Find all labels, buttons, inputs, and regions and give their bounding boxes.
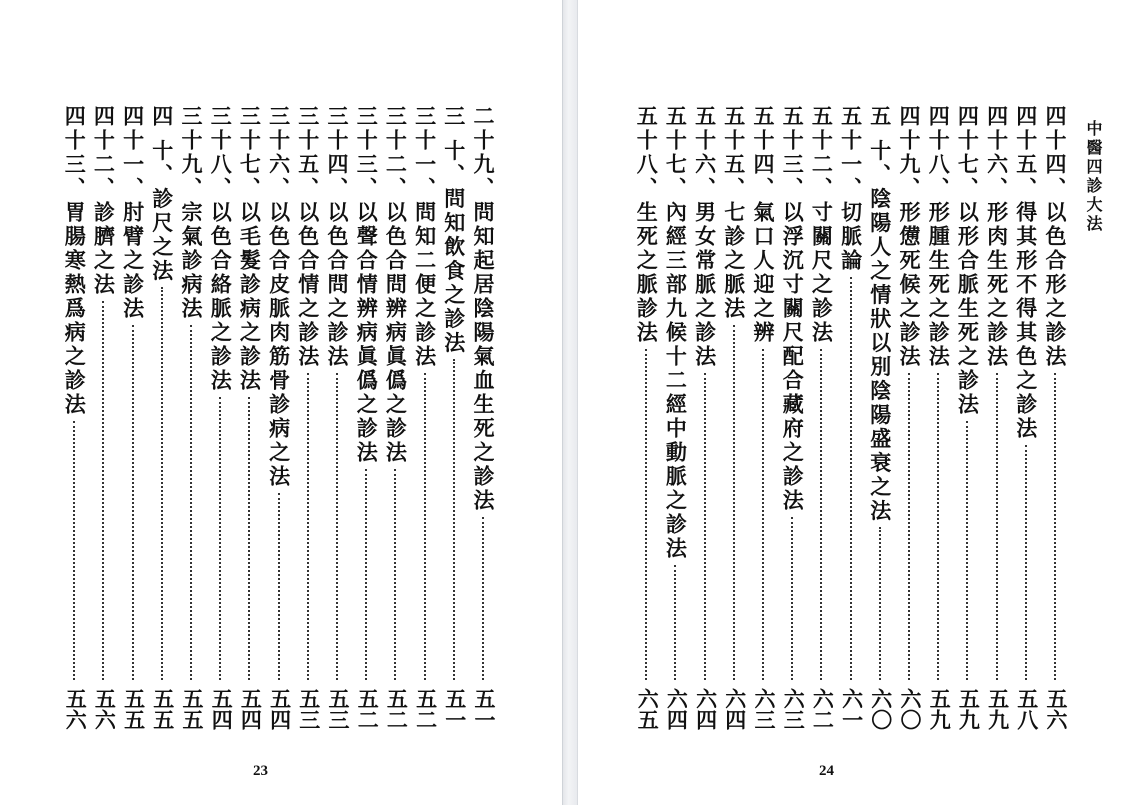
dot-leader <box>937 373 939 680</box>
toc-entry[interactable] <box>693 105 717 684</box>
toc-entry[interactable] <box>868 105 892 684</box>
toc-entry-page: 六四 <box>664 688 690 730</box>
dot-leader <box>336 373 338 680</box>
toc-entry-title: 五十三、以浮沉寸關尺配合藏府之診法 <box>780 105 806 513</box>
toc-entry-page: 五六 <box>1044 688 1069 730</box>
toc-entry-title: 四 十、診尺之法 <box>149 105 175 284</box>
toc-entry[interactable] <box>1014 105 1038 684</box>
dot-leader <box>1025 445 1027 680</box>
toc-entry[interactable] <box>663 105 687 684</box>
dot-leader <box>161 287 163 680</box>
toc-entry-title: 五十二、寸關尺之診法 <box>809 105 835 345</box>
toc-entry[interactable] <box>62 105 86 684</box>
toc-entry[interactable] <box>1043 105 1067 684</box>
toc-entry-title: 三 十、問知飲食之診法 <box>441 105 467 356</box>
dot-leader <box>674 565 676 680</box>
toc-entry[interactable] <box>121 105 145 684</box>
toc-entry-page: 五三 <box>296 688 322 730</box>
dot-leader <box>791 517 793 680</box>
toc-entry-title: 五 十、陰陽人之情狀以別陰陽盛衰之法 <box>867 105 893 524</box>
right-page <box>578 0 1140 805</box>
toc-entry-page: 五四 <box>209 688 235 730</box>
toc-entry-title: 三十六、以色合皮脈肉筋骨診病之法 <box>266 105 292 489</box>
toc-entry-title: 四十八、形腫生死之診法 <box>926 105 952 369</box>
toc-entry-title: 四十七、以形合脈生死之診法 <box>955 105 981 417</box>
toc-entry-title: 四十四、以色合形之診法 <box>1043 105 1068 369</box>
toc-entry[interactable] <box>634 105 658 684</box>
toc-entry[interactable] <box>91 105 115 684</box>
dot-leader <box>307 373 309 680</box>
toc-entry-title: 五十一、切脈論 <box>838 105 864 273</box>
toc-entry-page: 五二 <box>384 688 410 730</box>
dot-leader <box>850 277 852 680</box>
toc-entry-page: 六三 <box>781 688 807 730</box>
dot-leader <box>424 373 426 680</box>
toc-entry-title: 四十九、形憊死候之診法 <box>897 105 922 369</box>
dot-leader <box>733 325 735 680</box>
dot-leader <box>132 325 134 680</box>
toc-entry-title: 二十九、問知起居陰陽氣血生死之診法 <box>471 105 496 513</box>
toc-entry[interactable] <box>179 105 203 684</box>
toc-entry-title: 三十八、以色合絡脈之診法 <box>208 105 234 393</box>
toc-entry[interactable] <box>780 105 804 684</box>
dot-leader <box>394 469 396 680</box>
toc-entry-page: 五五 <box>150 688 176 730</box>
toc-entry-page: 六〇 <box>898 688 923 730</box>
toc-entry-page: 六四 <box>693 688 719 730</box>
toc-entry[interactable] <box>150 105 174 684</box>
right-page-number: 24 <box>819 763 834 779</box>
toc-entry-title: 五十五、七診之脈法 <box>721 105 747 321</box>
toc-entry-title: 五十六、男女常脈之診法 <box>692 105 718 369</box>
toc-entry-page: 六二 <box>810 688 836 730</box>
toc-entry-title: 四十六、形肉生死之診法 <box>984 105 1010 369</box>
toc-entry[interactable] <box>413 105 437 684</box>
dot-leader <box>820 349 822 680</box>
toc-entry[interactable] <box>471 105 495 684</box>
left-page-number: 23 <box>253 763 268 779</box>
toc-entry-title: 三十四、以色合問之診法 <box>325 105 350 369</box>
left-page <box>0 0 562 805</box>
toc-entry-title: 三十五、以色合情之診法 <box>295 105 321 369</box>
dot-leader <box>248 397 250 680</box>
toc-entry-page: 五一 <box>472 688 497 730</box>
toc-entry[interactable] <box>267 105 291 684</box>
toc-entry-page: 五三 <box>326 688 351 730</box>
toc-entry[interactable] <box>325 105 349 684</box>
toc-entry-title: 三十七、以毛髮診病之診法 <box>237 105 263 393</box>
dot-leader <box>365 469 367 680</box>
toc-entry[interactable] <box>208 105 232 684</box>
toc-entry-page: 五五 <box>180 688 205 730</box>
dot-leader <box>966 421 968 680</box>
toc-entry-page: 六五 <box>635 688 661 730</box>
toc-entry-page: 五二 <box>355 688 381 730</box>
toc-entry[interactable] <box>296 105 320 684</box>
dot-leader <box>219 397 221 680</box>
toc-entry-page: 六一 <box>839 688 865 730</box>
toc-entry-title: 四十二、診臍之法 <box>91 105 117 297</box>
toc-entry-page: 五二 <box>413 688 439 730</box>
toc-entry-title: 五十七、內經三部九候十二經中動脈之診法 <box>663 105 689 561</box>
toc-entry[interactable] <box>897 105 921 684</box>
toc-entry-page: 五六 <box>63 688 89 730</box>
toc-entry-title: 三十九、宗氣診病法 <box>179 105 204 321</box>
toc-entry[interactable] <box>354 105 378 684</box>
dot-leader <box>762 349 764 680</box>
toc-entry-page: 五九 <box>985 688 1011 730</box>
toc-entry[interactable] <box>809 105 833 684</box>
page-gutter <box>562 0 578 805</box>
toc-entry-page: 五八 <box>1014 688 1040 730</box>
toc-entry-page: 六三 <box>752 688 777 730</box>
dot-leader <box>453 359 455 680</box>
toc-entry[interactable] <box>926 105 950 684</box>
toc-entry[interactable] <box>442 105 466 684</box>
dot-leader <box>482 517 484 680</box>
toc-entry-title: 五十四、氣口人迎之辨 <box>751 105 776 345</box>
toc-entry[interactable] <box>839 105 863 684</box>
toc-entry[interactable] <box>383 105 407 684</box>
toc-entry-page: 五一 <box>442 688 468 730</box>
toc-entry-page: 五九 <box>956 688 982 730</box>
toc-entry-page: 五六 <box>92 688 118 730</box>
toc-entry[interactable] <box>955 105 979 684</box>
dot-leader <box>278 493 280 680</box>
toc-entry-page: 六四 <box>722 688 748 730</box>
dot-leader <box>645 349 647 680</box>
dot-leader <box>190 325 192 680</box>
toc-entry[interactable] <box>751 105 775 684</box>
toc-entry[interactable] <box>985 105 1009 684</box>
dot-leader <box>102 301 104 680</box>
toc-entry-page: 五四 <box>267 688 293 730</box>
toc-entry-page: 五四 <box>238 688 264 730</box>
dot-leader <box>879 527 881 680</box>
toc-entry[interactable] <box>237 105 261 684</box>
dot-leader <box>908 373 910 680</box>
dot-leader <box>996 373 998 680</box>
toc-entry-page: 五五 <box>121 688 147 730</box>
dot-leader <box>73 421 75 680</box>
toc-entry-title: 三十一、問知二便之診法 <box>412 105 438 369</box>
toc-entry-title: 四十三、胃腸寒熱爲病之診法 <box>62 105 88 417</box>
toc-entry-title: 四十五、得其形不得其色之診法 <box>1013 105 1039 441</box>
dot-leader <box>1054 373 1056 680</box>
toc-entry[interactable] <box>722 105 746 684</box>
toc-entry-page: 六〇 <box>868 688 894 730</box>
toc-entry-page: 五九 <box>927 688 953 730</box>
toc-entry-title: 四十一、肘臂之診法 <box>120 105 146 321</box>
dot-leader <box>704 373 706 680</box>
toc-entry-title: 三十二、以色合問辨病眞僞之診法 <box>383 105 409 465</box>
toc-entry-title: 三十三、以聲合情辨病眞僞之診法 <box>354 105 380 465</box>
running-header: 中醫四診大法 <box>1084 120 1103 234</box>
toc-entry-title: 五十八、生死之脈診法 <box>634 105 660 345</box>
